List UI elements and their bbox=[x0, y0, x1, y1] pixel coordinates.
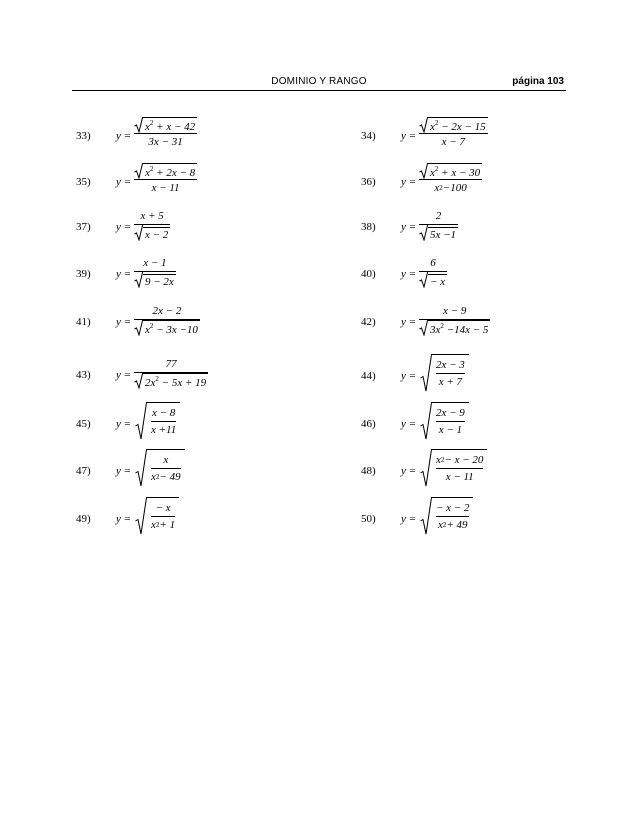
term-base: x bbox=[430, 167, 435, 179]
equation-lhs: y = bbox=[116, 130, 132, 142]
fraction bbox=[134, 208, 170, 241]
equation-lhs: y = bbox=[116, 268, 132, 280]
term-base: 2x bbox=[145, 377, 156, 389]
denominator bbox=[134, 225, 170, 241]
term-base: 3x bbox=[430, 324, 441, 336]
radical-sign bbox=[134, 117, 143, 133]
problem-37 bbox=[76, 212, 336, 252]
denominator: x − 11 bbox=[151, 182, 180, 194]
fraction bbox=[419, 208, 458, 241]
exponent: 2 bbox=[149, 322, 154, 330]
problem-38 bbox=[361, 212, 621, 252]
problem-43 bbox=[76, 360, 336, 400]
denominator bbox=[151, 469, 181, 485]
fraction bbox=[147, 449, 185, 487]
radical-sign bbox=[135, 497, 147, 535]
problem-41 bbox=[76, 307, 336, 347]
square-root bbox=[419, 163, 482, 179]
equation-lhs: y = bbox=[401, 268, 417, 280]
numerator bbox=[134, 163, 197, 179]
term-base: x bbox=[437, 519, 443, 531]
radical-sign bbox=[420, 354, 432, 392]
numerator: x + 5 bbox=[140, 210, 164, 222]
exponent: 2 bbox=[155, 473, 160, 481]
square-root-whole bbox=[420, 497, 473, 535]
problem-number: 36) bbox=[361, 176, 376, 188]
term-rest: + 1 bbox=[159, 519, 176, 531]
square-root-whole bbox=[420, 354, 469, 392]
square-root bbox=[134, 225, 170, 241]
problem-45 bbox=[76, 408, 336, 448]
equation-lhs: y = bbox=[401, 513, 417, 525]
term-rest: + 2x − 8 bbox=[153, 167, 196, 179]
numerator: x bbox=[163, 454, 169, 466]
square-root bbox=[419, 320, 490, 336]
equation-lhs: y = bbox=[116, 418, 132, 430]
radical-sign bbox=[420, 449, 432, 487]
square-root-whole bbox=[135, 402, 180, 440]
problem-number: 41) bbox=[76, 316, 91, 328]
term-rest: − x − 20 bbox=[444, 454, 484, 466]
numerator: − x − 2 bbox=[436, 502, 470, 514]
numerator bbox=[436, 452, 483, 468]
problem-42 bbox=[361, 307, 621, 347]
problem-49 bbox=[76, 503, 336, 543]
square-root bbox=[134, 272, 176, 288]
term-base: x bbox=[151, 471, 156, 483]
denominator bbox=[434, 180, 466, 196]
problem-number: 43) bbox=[76, 369, 91, 381]
problem-number: 37) bbox=[76, 221, 91, 233]
exponent: 2 bbox=[440, 456, 445, 464]
exponent: 2 bbox=[440, 322, 444, 330]
radicand bbox=[143, 163, 197, 179]
problem-number: 46) bbox=[361, 418, 376, 430]
numerator: 2 bbox=[435, 210, 442, 222]
problem-number: 38) bbox=[361, 221, 376, 233]
term-rest: − 3x −10 bbox=[153, 324, 198, 336]
numerator: 2x − 2 bbox=[152, 305, 182, 317]
term-rest: − 2x − 15 bbox=[438, 121, 486, 133]
radical-sign bbox=[419, 117, 428, 133]
problem-number: 47) bbox=[76, 465, 91, 477]
radical-sign bbox=[135, 402, 147, 440]
exponent: 2 bbox=[155, 375, 159, 383]
numerator: x − 8 bbox=[151, 407, 176, 419]
radical-sign bbox=[420, 402, 432, 440]
square-root-whole bbox=[420, 449, 487, 487]
equation-lhs: y = bbox=[401, 316, 417, 328]
radicand: 5x −1 bbox=[430, 229, 457, 241]
radicand: − x bbox=[430, 276, 446, 288]
denominator bbox=[419, 272, 447, 288]
term-base: x bbox=[145, 167, 150, 179]
problem-number: 39) bbox=[76, 268, 91, 280]
square-root bbox=[419, 272, 447, 288]
square-root-whole bbox=[135, 449, 185, 487]
radicand bbox=[143, 117, 197, 133]
exponent: 2 bbox=[442, 521, 447, 529]
denominator bbox=[134, 272, 176, 288]
radicand bbox=[428, 320, 490, 336]
radical-sign bbox=[134, 272, 143, 288]
exponent: 2 bbox=[149, 119, 154, 127]
radicand bbox=[143, 373, 208, 389]
equation-lhs: y = bbox=[116, 316, 132, 328]
radicand: x − 2 bbox=[145, 229, 169, 241]
problem-number: 50) bbox=[361, 513, 376, 525]
fraction bbox=[419, 255, 447, 288]
exponent: 2 bbox=[149, 165, 154, 173]
fraction bbox=[432, 402, 469, 440]
radicand: 9 − 2x bbox=[145, 276, 174, 288]
radical-sign bbox=[135, 449, 147, 487]
square-root-whole bbox=[135, 497, 179, 535]
denominator bbox=[419, 225, 458, 241]
square-root bbox=[419, 225, 458, 241]
denominator bbox=[438, 517, 468, 533]
equation-lhs: y = bbox=[116, 176, 132, 188]
radical-sign bbox=[419, 163, 428, 179]
radical-sign bbox=[134, 373, 143, 389]
fraction bbox=[419, 163, 482, 196]
numerator bbox=[419, 163, 482, 179]
fraction bbox=[432, 449, 487, 487]
square-root bbox=[134, 320, 200, 336]
header-divider bbox=[72, 90, 566, 91]
problem-47 bbox=[76, 455, 336, 495]
exponent: 2 bbox=[439, 184, 443, 192]
problem-number: 42) bbox=[361, 316, 376, 328]
fraction bbox=[134, 356, 208, 389]
header-page-number: página 103 bbox=[512, 76, 564, 87]
problem-number: 35) bbox=[76, 176, 91, 188]
equation-lhs: y = bbox=[401, 130, 417, 142]
fraction bbox=[432, 354, 469, 392]
problem-number: 48) bbox=[361, 465, 376, 477]
numerator bbox=[419, 117, 488, 133]
numerator bbox=[134, 117, 197, 133]
radical-sign bbox=[134, 320, 143, 336]
term-rest: −100 bbox=[442, 182, 467, 194]
radical-sign bbox=[419, 320, 428, 336]
term-base: x bbox=[151, 519, 156, 531]
equation-lhs: y = bbox=[401, 370, 417, 382]
term-rest: − 49 bbox=[159, 471, 181, 483]
term-base: x bbox=[436, 454, 441, 466]
radicand bbox=[428, 163, 482, 179]
problem-50 bbox=[361, 503, 621, 543]
fraction bbox=[147, 497, 179, 535]
equation-lhs: y = bbox=[116, 369, 132, 381]
square-root bbox=[134, 373, 208, 389]
denominator bbox=[134, 320, 200, 336]
denominator: x +11 bbox=[151, 424, 177, 436]
problem-number: 40) bbox=[361, 268, 376, 280]
term-rest: − 5x + 19 bbox=[158, 377, 207, 389]
fraction bbox=[147, 402, 180, 440]
problem-number: 45) bbox=[76, 418, 91, 430]
term-base: x bbox=[430, 121, 435, 133]
equation-lhs: y = bbox=[401, 221, 417, 233]
problem-34 bbox=[361, 121, 621, 161]
equation-lhs: y = bbox=[116, 513, 132, 525]
denominator: x + 7 bbox=[438, 376, 463, 388]
term-base: x bbox=[145, 324, 150, 336]
exponent: 2 bbox=[155, 521, 160, 529]
radical-sign bbox=[134, 163, 143, 179]
numerator: 2x − 3 bbox=[436, 359, 465, 371]
numerator: x − 1 bbox=[143, 257, 167, 269]
fraction bbox=[419, 303, 490, 336]
problem-36 bbox=[361, 167, 621, 207]
square-root bbox=[419, 117, 488, 133]
term-base: x bbox=[145, 121, 150, 133]
equation-lhs: y = bbox=[401, 465, 417, 477]
term-rest: + x − 42 bbox=[153, 121, 196, 133]
fraction bbox=[134, 255, 176, 288]
problem-33 bbox=[76, 121, 336, 161]
problem-number: 34) bbox=[361, 130, 376, 142]
radical-sign bbox=[419, 272, 428, 288]
radical-sign bbox=[420, 497, 432, 535]
problem-number: 49) bbox=[76, 513, 91, 525]
equation-lhs: y = bbox=[116, 465, 132, 477]
equation-lhs: y = bbox=[116, 221, 132, 233]
exponent: 2 bbox=[434, 165, 439, 173]
radical-sign bbox=[134, 225, 143, 241]
problem-35 bbox=[76, 167, 336, 207]
denominator: 3x − 31 bbox=[148, 136, 183, 148]
numerator: 6 bbox=[430, 257, 436, 269]
denominator bbox=[151, 517, 175, 533]
fraction bbox=[134, 117, 197, 150]
term-rest: + 49 bbox=[446, 519, 468, 531]
radicand bbox=[428, 117, 488, 133]
term-base: x bbox=[434, 182, 440, 194]
problem-44 bbox=[361, 360, 621, 400]
term-rest: −14x − 5 bbox=[443, 324, 489, 336]
denominator: x − 7 bbox=[441, 136, 465, 148]
fraction bbox=[134, 163, 197, 196]
denominator: x − 11 bbox=[445, 471, 474, 483]
exponent: 2 bbox=[434, 119, 439, 127]
equation-lhs: y = bbox=[401, 418, 417, 430]
problem-46 bbox=[361, 408, 621, 448]
problem-number: 33) bbox=[76, 130, 91, 142]
radicand bbox=[143, 320, 200, 336]
numerator: x − 9 bbox=[443, 305, 467, 317]
denominator bbox=[134, 373, 208, 389]
fraction bbox=[419, 117, 488, 150]
problem-40 bbox=[361, 259, 621, 299]
header-title: DOMINIO Y RANGO bbox=[271, 76, 367, 87]
square-root bbox=[134, 117, 197, 133]
square-root bbox=[134, 163, 197, 179]
fraction bbox=[134, 303, 200, 336]
problem-39 bbox=[76, 259, 336, 299]
numerator: − x bbox=[155, 502, 171, 514]
numerator: 77 bbox=[165, 358, 177, 370]
square-root-whole bbox=[420, 402, 469, 440]
equation-lhs: y = bbox=[401, 176, 417, 188]
denominator: x − 1 bbox=[438, 424, 463, 436]
denominator bbox=[419, 320, 490, 336]
problem-number: 44) bbox=[361, 370, 376, 382]
radical-sign bbox=[419, 225, 428, 241]
term-rest: + x − 30 bbox=[438, 167, 481, 179]
problem-48 bbox=[361, 455, 621, 495]
fraction bbox=[432, 497, 473, 535]
numerator: 2x − 9 bbox=[436, 407, 465, 419]
